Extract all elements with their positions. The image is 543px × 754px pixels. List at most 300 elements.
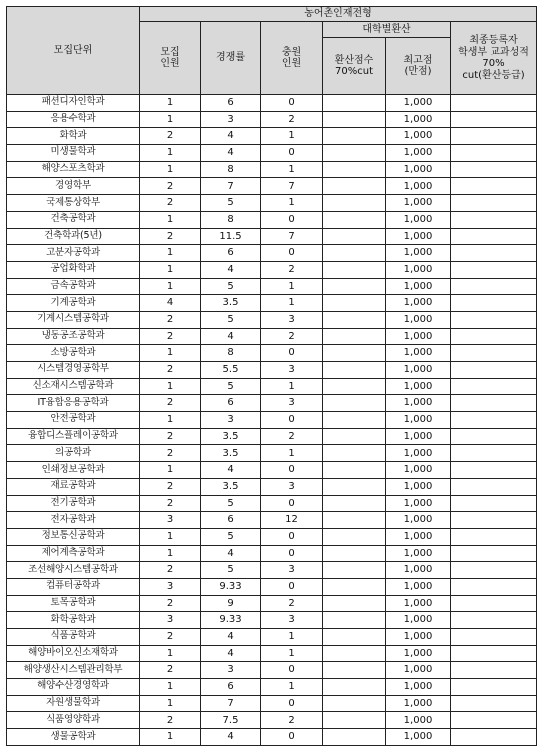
header-additional [261,22,323,95]
cell-final-cut [451,161,537,178]
cell-max-score: 1,000 [386,478,451,495]
cell-additional: 3 [261,612,323,629]
cell-max-score: 1,000 [386,612,451,629]
cell-quota: 2 [140,629,201,646]
cell-final-cut [451,478,537,495]
cell-unit: 안전공학과 [7,412,140,429]
cell-competition: 5.5 [201,362,261,379]
table-row [7,111,537,128]
header-final-line2: 학생부 교과성적 [458,46,529,58]
cell-competition: 4 [201,545,261,562]
cell-unit: 금속공학과 [7,278,140,295]
table-row [7,95,537,112]
cell-max-score: 1,000 [386,495,451,512]
cell-quota: 1 [140,145,201,162]
cell-competition: 3 [201,412,261,429]
cell-max-score: 1,000 [386,395,451,412]
cell-final-cut [451,495,537,512]
cell-unit: 조선해양시스템공학과 [7,562,140,579]
table-row [7,412,537,429]
cell-max-score: 1,000 [386,328,451,345]
cell-final-cut [451,695,537,712]
table-row [7,729,537,746]
cell-additional: 0 [261,462,323,479]
cell-conversion-score [323,629,386,646]
cell-unit: 해양스포츠학과 [7,161,140,178]
cell-quota: 3 [140,578,201,595]
cell-additional: 0 [261,545,323,562]
cell-additional: 0 [261,95,323,112]
cell-conversion-score [323,378,386,395]
cell-unit: 시스템경영공학부 [7,362,140,379]
cell-competition: 5 [201,311,261,328]
cell-final-cut [451,662,537,679]
table-row [7,629,537,646]
header-final [451,22,537,95]
cell-additional: 2 [261,712,323,729]
cell-additional: 3 [261,562,323,579]
cell-additional: 0 [261,495,323,512]
cell-max-score: 1,000 [386,629,451,646]
table-row [7,495,537,512]
cell-quota: 2 [140,445,201,462]
cell-quota: 2 [140,178,201,195]
table-row [7,311,537,328]
cell-final-cut [451,412,537,429]
table-row [7,562,537,579]
cell-unit: 전자공학과 [7,512,140,529]
cell-additional: 2 [261,328,323,345]
table-row [7,645,537,662]
cell-max-score: 1,000 [386,362,451,379]
cell-unit: 해양바이오신소재학과 [7,645,140,662]
cell-max-score: 1,000 [386,295,451,312]
cell-additional: 2 [261,595,323,612]
cell-competition: 5 [201,378,261,395]
header-max [386,38,451,95]
cell-final-cut [451,178,537,195]
cell-competition: 9.33 [201,612,261,629]
cell-conversion-score [323,228,386,245]
table-row [7,261,537,278]
cell-unit: 패션디자인학과 [7,95,140,112]
cell-unit: 응용수학과 [7,111,140,128]
cell-competition: 3 [201,111,261,128]
cell-final-cut [451,128,537,145]
cell-quota: 1 [140,378,201,395]
cell-quota: 4 [140,295,201,312]
cell-unit: 기계시스템공학과 [7,311,140,328]
cell-final-cut [451,578,537,595]
cell-final-cut [451,428,537,445]
cell-competition: 4 [201,645,261,662]
cell-conversion-score [323,712,386,729]
cell-final-cut [451,395,537,412]
cell-quota: 1 [140,278,201,295]
cell-final-cut [451,111,537,128]
cell-conversion-score [323,211,386,228]
cell-conversion-score [323,245,386,262]
cell-unit: 미생물학과 [7,145,140,162]
table-row [7,478,537,495]
cell-unit: 의공학과 [7,445,140,462]
cell-additional: 1 [261,629,323,646]
cell-max-score: 1,000 [386,111,451,128]
cell-additional: 0 [261,245,323,262]
cell-additional: 0 [261,211,323,228]
cell-quota: 1 [140,545,201,562]
cell-conversion-score [323,145,386,162]
cell-competition: 8 [201,211,261,228]
table-row [7,378,537,395]
cell-competition: 6 [201,95,261,112]
header-additional-line1: 충원 [281,46,302,58]
cell-conversion-score [323,478,386,495]
cell-conversion-score [323,595,386,612]
cell-quota: 1 [140,695,201,712]
cell-final-cut [451,362,537,379]
header-final-line3: 70% [482,58,505,69]
cell-competition: 4 [201,261,261,278]
cell-max-score: 1,000 [386,178,451,195]
cell-unit: 화학과 [7,128,140,145]
table-row [7,328,537,345]
cell-quota: 2 [140,195,201,212]
cell-quota: 1 [140,111,201,128]
cell-conversion-score [323,195,386,212]
cell-max-score: 1,000 [386,462,451,479]
cell-additional: 1 [261,445,323,462]
cell-max-score: 1,000 [386,412,451,429]
cell-max-score: 1,000 [386,345,451,362]
cell-conversion-score [323,679,386,696]
cell-max-score: 1,000 [386,95,451,112]
cell-unit: 식품영양학과 [7,712,140,729]
cell-conversion-score [323,311,386,328]
cell-unit: 국제통상학부 [7,195,140,212]
cell-competition: 4 [201,729,261,746]
cell-conversion-score [323,295,386,312]
table-row [7,462,537,479]
cell-competition: 4 [201,462,261,479]
cell-final-cut [451,295,537,312]
header-conversion-score [323,38,386,95]
cell-competition: 7.5 [201,712,261,729]
admission-results-table [6,6,537,746]
table-row [7,245,537,262]
cell-unit: 건축학과(5년) [7,228,140,245]
cell-final-cut [451,528,537,545]
cell-max-score: 1,000 [386,645,451,662]
cell-additional: 0 [261,729,323,746]
cell-quota: 1 [140,161,201,178]
cell-additional: 1 [261,645,323,662]
cell-max-score: 1,000 [386,211,451,228]
table-body [7,95,537,746]
cell-unit: 건축공학과 [7,211,140,228]
cell-unit: 자원생물학과 [7,695,140,712]
cell-competition: 8 [201,345,261,362]
table-row [7,662,537,679]
cell-conversion-score [323,578,386,595]
cell-quota: 2 [140,562,201,579]
table-row [7,545,537,562]
cell-competition: 9 [201,595,261,612]
cell-final-cut [451,311,537,328]
cell-quota: 1 [140,211,201,228]
cell-unit: 신소재시스템공학과 [7,378,140,395]
cell-additional: 0 [261,695,323,712]
cell-final-cut [451,445,537,462]
cell-additional: 0 [261,662,323,679]
header-final-line1: 최종등록자 [469,35,518,46]
cell-final-cut [451,145,537,162]
cell-competition: 3.5 [201,478,261,495]
cell-final-cut [451,545,537,562]
cell-competition: 3.5 [201,428,261,445]
cell-max-score: 1,000 [386,695,451,712]
cell-final-cut [451,278,537,295]
cell-competition: 6 [201,395,261,412]
cell-additional: 3 [261,478,323,495]
cell-additional: 1 [261,195,323,212]
cell-conversion-score [323,328,386,345]
cell-quota: 2 [140,311,201,328]
cell-final-cut [451,462,537,479]
cell-conversion-score [323,662,386,679]
cell-conversion-score [323,512,386,529]
table-row [7,578,537,595]
table-row [7,528,537,545]
cell-max-score: 1,000 [386,545,451,562]
cell-competition: 4 [201,145,261,162]
table-row [7,278,537,295]
cell-competition: 8 [201,161,261,178]
cell-max-score: 1,000 [386,562,451,579]
cell-conversion-score [323,278,386,295]
table-row [7,161,537,178]
cell-final-cut [451,345,537,362]
cell-max-score: 1,000 [386,278,451,295]
table-row [7,195,537,212]
cell-competition: 9.33 [201,578,261,595]
cell-max-score: 1,000 [386,445,451,462]
cell-quota: 1 [140,95,201,112]
table-row [7,595,537,612]
cell-quota: 2 [140,478,201,495]
cell-competition: 7 [201,695,261,712]
cell-unit: 냉동공조공학과 [7,328,140,345]
cell-competition: 5 [201,195,261,212]
cell-competition: 5 [201,278,261,295]
cell-quota: 2 [140,395,201,412]
cell-quota: 1 [140,645,201,662]
cell-final-cut [451,195,537,212]
cell-additional: 3 [261,311,323,328]
table-row [7,512,537,529]
cell-final-cut [451,612,537,629]
cell-unit: 해양수산경영학과 [7,679,140,696]
table-row [7,695,537,712]
cell-quota: 1 [140,345,201,362]
table-row [7,345,537,362]
cell-max-score: 1,000 [386,195,451,212]
cell-additional: 0 [261,528,323,545]
cell-max-score: 1,000 [386,245,451,262]
cell-quota: 2 [140,712,201,729]
cell-quota: 2 [140,495,201,512]
cell-conversion-score [323,95,386,112]
cell-conversion-score [323,695,386,712]
cell-max-score: 1,000 [386,662,451,679]
cell-quota: 1 [140,245,201,262]
header-conversion-group: 대학별환산 [323,22,451,38]
cell-unit: 전기공학과 [7,495,140,512]
cell-max-score: 1,000 [386,311,451,328]
cell-quota: 2 [140,662,201,679]
table-row [7,679,537,696]
header-quota-line1: 모집 [160,46,180,58]
cell-competition: 6 [201,679,261,696]
cell-conversion-score [323,261,386,278]
cell-quota: 1 [140,462,201,479]
cell-unit: 공업화학과 [7,261,140,278]
cell-final-cut [451,228,537,245]
table-row [7,612,537,629]
cell-conversion-score [323,345,386,362]
cell-competition: 5 [201,562,261,579]
cell-final-cut [451,245,537,262]
cell-conversion-score [323,545,386,562]
header-quota [140,22,201,95]
table-row [7,395,537,412]
cell-unit: 융합디스플레이공학과 [7,428,140,445]
cell-additional: 7 [261,178,323,195]
cell-additional: 2 [261,261,323,278]
cell-final-cut [451,261,537,278]
header-final-line4: cut(환산등급) [462,69,525,81]
cell-final-cut [451,595,537,612]
cell-conversion-score [323,612,386,629]
cell-max-score: 1,000 [386,145,451,162]
cell-conversion-score [323,528,386,545]
cell-conversion-score [323,445,386,462]
cell-final-cut [451,645,537,662]
cell-max-score: 1,000 [386,729,451,746]
cell-max-score: 1,000 [386,378,451,395]
cell-final-cut [451,712,537,729]
cell-additional: 1 [261,679,323,696]
cell-max-score: 1,000 [386,595,451,612]
cell-final-cut [451,512,537,529]
cell-additional: 2 [261,111,323,128]
header-conversion-score-line1: 환산점수 [334,54,374,66]
cell-competition: 6 [201,245,261,262]
cell-unit: 화학공학과 [7,612,140,629]
cell-quota: 2 [140,595,201,612]
cell-unit: 토목공학과 [7,595,140,612]
cell-unit: 인쇄정보공학과 [7,462,140,479]
cell-additional: 1 [261,161,323,178]
table-row [7,211,537,228]
cell-unit: 고분자공학과 [7,245,140,262]
cell-max-score: 1,000 [386,261,451,278]
table-row [7,362,537,379]
table-row [7,128,537,145]
cell-competition: 4 [201,128,261,145]
cell-conversion-score [323,111,386,128]
cell-competition: 7 [201,178,261,195]
cell-unit: 해양생산시스템관리학부 [7,662,140,679]
cell-additional: 7 [261,228,323,245]
cell-max-score: 1,000 [386,228,451,245]
cell-unit: 식품공학과 [7,629,140,646]
table-row [7,228,537,245]
cell-additional: 0 [261,578,323,595]
table-header [7,7,537,95]
cell-competition: 4 [201,629,261,646]
cell-conversion-score [323,362,386,379]
cell-quota: 2 [140,362,201,379]
cell-unit: 컴퓨터공학과 [7,578,140,595]
cell-unit: 소방공학과 [7,345,140,362]
cell-competition: 6 [201,512,261,529]
cell-quota: 3 [140,612,201,629]
header-conversion-score-line2: 70%cut [335,66,373,77]
cell-additional: 1 [261,378,323,395]
cell-conversion-score [323,178,386,195]
cell-conversion-score [323,161,386,178]
cell-conversion-score [323,562,386,579]
cell-additional: 2 [261,428,323,445]
cell-quota: 3 [140,512,201,529]
cell-final-cut [451,328,537,345]
cell-final-cut [451,729,537,746]
cell-final-cut [451,629,537,646]
cell-quota: 2 [140,428,201,445]
cell-competition: 4 [201,328,261,345]
cell-unit: 재료공학과 [7,478,140,495]
cell-unit: 경영학부 [7,178,140,195]
header-quota-line2: 인원 [160,58,180,69]
header-group: 농어촌인재전형 [140,7,537,22]
cell-quota: 1 [140,261,201,278]
cell-max-score: 1,000 [386,679,451,696]
cell-quota: 2 [140,328,201,345]
cell-competition: 3 [201,662,261,679]
cell-additional: 1 [261,295,323,312]
cell-max-score: 1,000 [386,428,451,445]
cell-additional: 12 [261,512,323,529]
cell-conversion-score [323,395,386,412]
cell-final-cut [451,211,537,228]
cell-max-score: 1,000 [386,528,451,545]
cell-unit: 제어계측공학과 [7,545,140,562]
table-row [7,145,537,162]
cell-unit: 정보통신공학과 [7,528,140,545]
cell-competition: 3.5 [201,445,261,462]
cell-quota: 1 [140,679,201,696]
cell-additional: 1 [261,128,323,145]
cell-final-cut [451,95,537,112]
cell-additional: 0 [261,412,323,429]
table-row [7,428,537,445]
cell-quota: 1 [140,729,201,746]
cell-competition: 11.5 [201,228,261,245]
header-max-line2: (만점) [404,66,432,77]
cell-quota: 2 [140,228,201,245]
cell-max-score: 1,000 [386,512,451,529]
